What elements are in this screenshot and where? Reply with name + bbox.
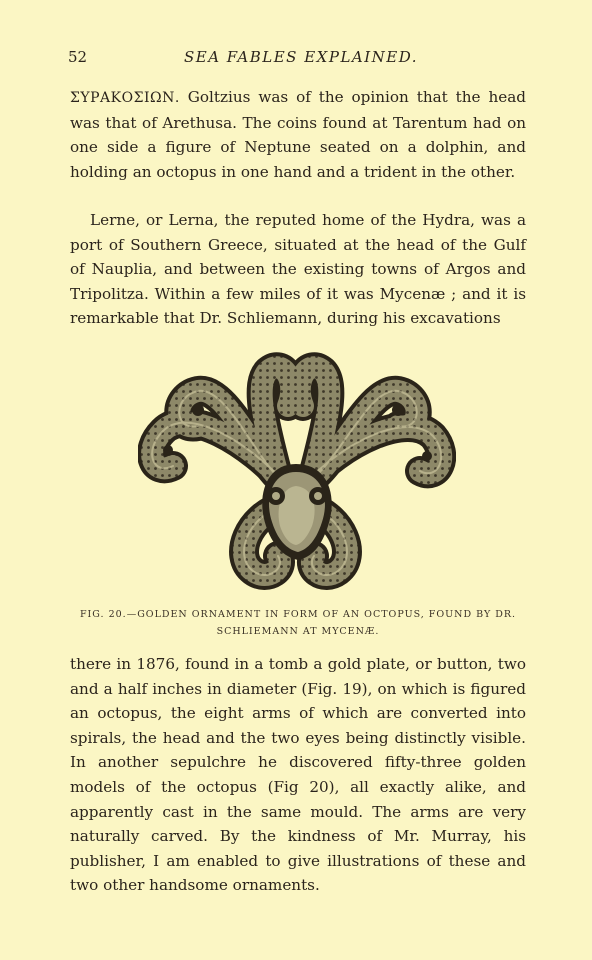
paragraph-2: Lerne, or Lerna, the reputed home of the Hydra, was a port of Southern Greece, situated at the head of the Gulf of Nauplia, and between the existing towns of Argos and Tripolitza. Within a few miles of it was Mycenæ ; and it is remarkable that Dr. Schliemann, during his excavations bbox=[70, 211, 526, 328]
page-number: 52 bbox=[68, 48, 88, 66]
paragraph-3: there in 1876, found in a tomb a gold plate, or button, two and a half inches in diameter (Fig. 19), on which is figured an octopus, the eight arms of which are converted into spirals, the head and the two eyes being distinctly visible. In another sepulchre he discovered fifty-three golden models of the octopus (Fig 20), all exactly alike, and apparently cast in the same mould. The arms are very naturally carved. By the kindness of Mr. Murray, his publisher, I am enabled to give illustrations of these and two other handsome ornaments. bbox=[70, 655, 526, 895]
page-header bbox=[0, 48, 592, 70]
paragraph-1-text: Goltzius was of the opinion that the head was that of Arethusa. The coins found at Tarentum had on one side a figure of Neptune seated on a dolphin, and holding an octopus in one hand and a trident in the other. bbox=[70, 88, 526, 181]
figure-caption: FIG. 20.—GOLDEN ORNAMENT IN FORM OF AN OCTOPUS, FOUND BY DR. SCHLIEMANN AT MYCENÆ. bbox=[79, 609, 517, 637]
octopus-ornament-illustration bbox=[138, 346, 456, 596]
paragraph-1 bbox=[70, 85, 526, 184]
running-title: SEA FABLES EXPLAINED. bbox=[183, 48, 418, 66]
greek-inscription: ΣΥΡΑΚΟΣΙΩΝ. bbox=[70, 90, 180, 106]
octopus-ornament-figure bbox=[138, 346, 456, 596]
